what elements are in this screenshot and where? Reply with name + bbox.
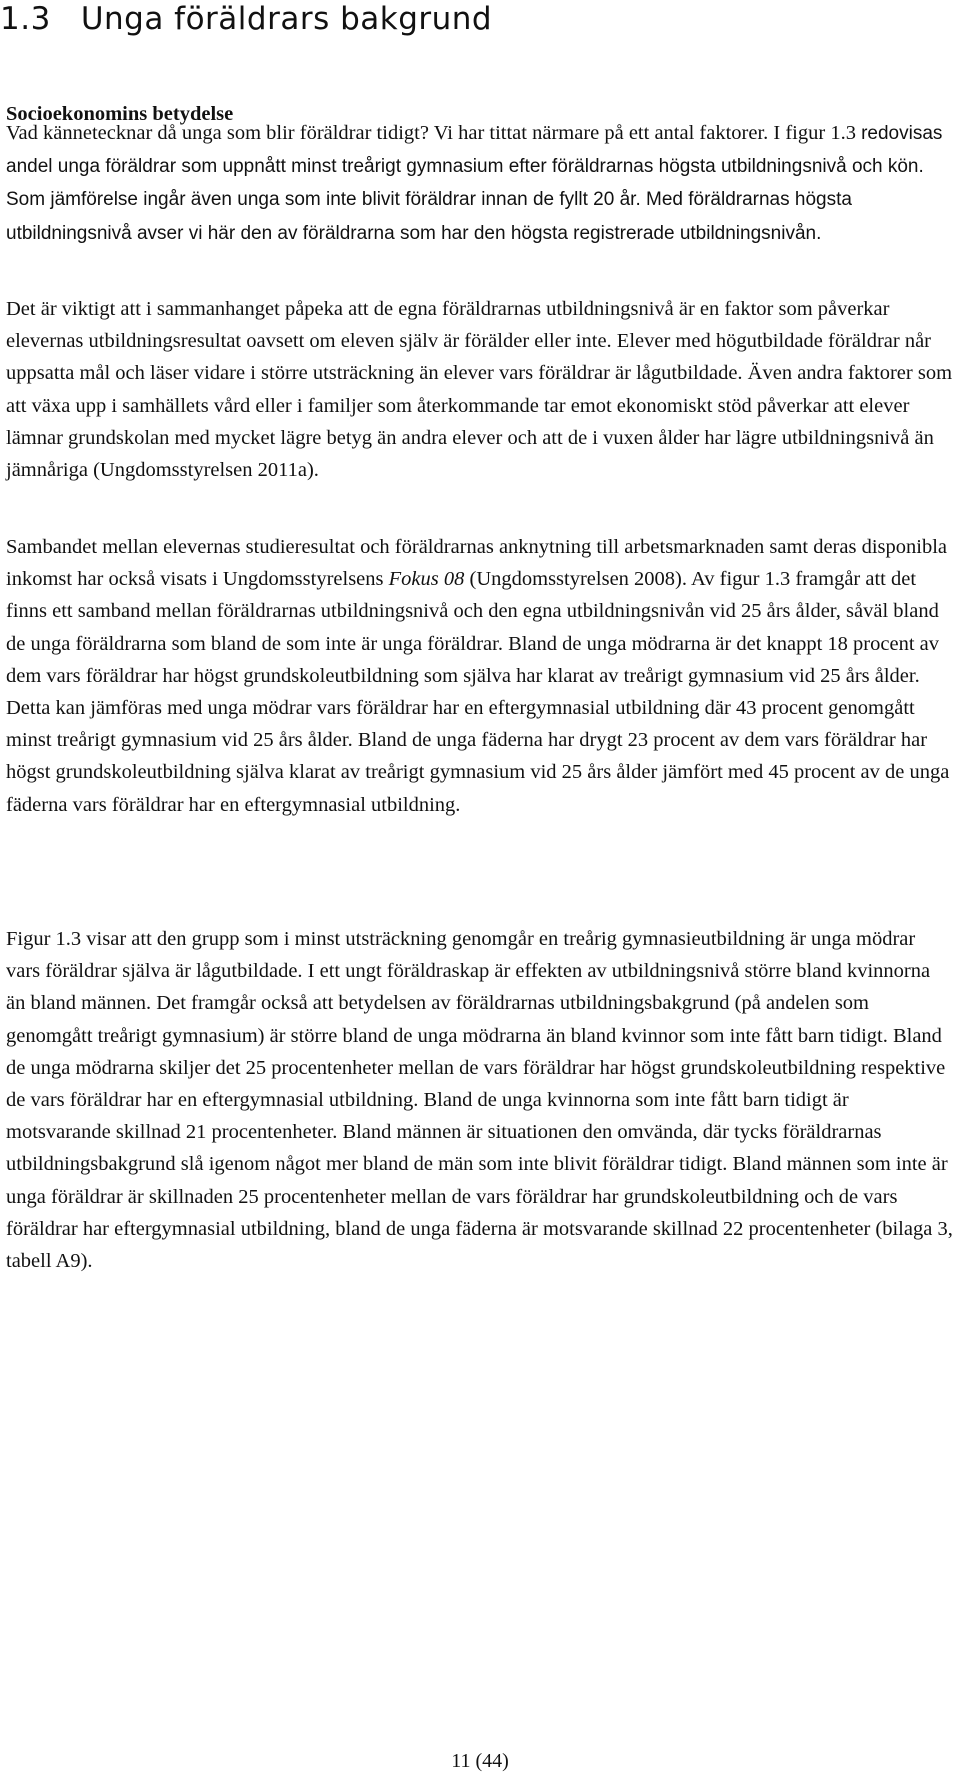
paragraph-1-serif-text: Vad kännetecknar då unga som blir föräldrar tidigt? Vi har tittat närmare på ett antal faktorer. I figur 1.3 <box>6 122 862 144</box>
section-number: 1.3 <box>0 1 51 37</box>
page-number: 11 (44) <box>451 1750 509 1772</box>
paragraph-4: Figur 1.3 visar att den grupp som i minst utsträckning genomgår en treårig gymnasieutbildning är unga mödrar vars föräldrar själva är lågutbildade. I ett ungt föräldraskap är effekten av utbildningsnivå större bland kvinnorna än bland männen. Det framgår också att betydelsen av föräldrarnas utbildningsbakgrund (på andelen som genomgått treårigt gymnasium) är större bland de unga mödrarna än bland kvinnor som inte fått barn tidigt. Bland de unga mödrarna skiljer det 25 procentenheter mellan de vars föräldrar har högst grundskoleutbildning respektive de vars föräldrar har en eftergymnasial utbildning. Bland de unga kvinnorna som inte fått barn tidigt är motsvarande skillnad 21 procentenheter. Bland männen är situationen den omvända, där tycks föräldrarnas utbildningsbakgrund slå igenom något mer bland de män som inte blivit föräldrar tidigt. Bland männen som inte är unga föräldrar är skillnaden 25 procentenheter mellan de vars föräldrar har grundskoleutbildning och de vars föräldrar har eftergymnasial utbildning, bland de unga fäderna är motsvarande skillnad 22 procentenheter (bilaga 3, tabell A9). <box>6 928 953 1273</box>
paragraph-3 <box>6 531 954 821</box>
subsection-heading: Socioekonomins betydelse <box>6 103 234 125</box>
paragraph-1-sans-text: redovisas andel unga föräldrar som uppnått minst treårigt gymnasium efter föräldrarnas högsta utbildningsnivå och kön. Som jämförelse ingår även unga som inte blivit föräldrar innan de fyllt 20 år. Med föräldrarnas högsta utbildningsnivå avser vi här den av föräldrarna som har den högsta registrerade utbildningsnivån. <box>6 123 943 244</box>
publication-title: Fokus 08 <box>388 568 465 591</box>
section-heading <box>0 0 492 38</box>
paragraph-3-text-b: (Ungdomsstyrelsen 2008). Av figur 1.3 framgår att det finns ett samband mellan föräldrarnas utbildningsnivå och den egna utbildningsnivån vid 25 års ålder, såväl bland de unga föräldrarna som bland de som inte är unga föräldrar. Bland de unga mödrarna är det knappt 18 procent av dem vars föräldrar har högst grundskoleutbildning som själva har klarat av treårigt gymnasium vid 25 års ålder. Detta kan jämföras med unga mödrar vars föräldrar har en eftergymnasial utbildning där 43 procent genomgått minst treårigt gymnasium vid 25 års ålder. Bland de unga fäderna har drygt 23 procent av dem vars föräldrar har högst grundskoleutbildning själva klarat av treårigt gymnasium vid 25 års ålder jämfört med 45 procent av de unga fäderna vars föräldrar har en eftergymnasial utbildning. <box>6 568 950 816</box>
paragraph-2: Det är viktigt att i sammanhanget påpeka att de egna föräldrarnas utbildningsnivå är en faktor som påverkar elevernas utbildningsresultat oavsett om eleven själv är förälder eller inte. Elever med högutbildade föräldrar når uppsatta mål och läser vidare i större utsträckning än elever vars föräldrar är lågutbildade. Även andra faktorer som att växa upp i samhällets vård eller i familjer som återkommande tar emot ekonomiskt stöd påverkar att elever lämnar grundskolan med mycket lägre betyg än andra elever och att de i vuxen ålder har lägre utbildningsnivå än jämnåriga (Ungdomsstyrelsen 2011a). <box>6 298 953 482</box>
paragraph-3-text-a: Sambandet mellan elevernas studieresultat och föräldrarnas anknytning till arbetsmarknaden samt deras disponibla inkomst har också visats i Ungdomsstyrelsens <box>6 536 947 591</box>
section-title: Unga föräldrars bakgrund <box>80 1 493 37</box>
paragraph-1 <box>6 117 954 250</box>
